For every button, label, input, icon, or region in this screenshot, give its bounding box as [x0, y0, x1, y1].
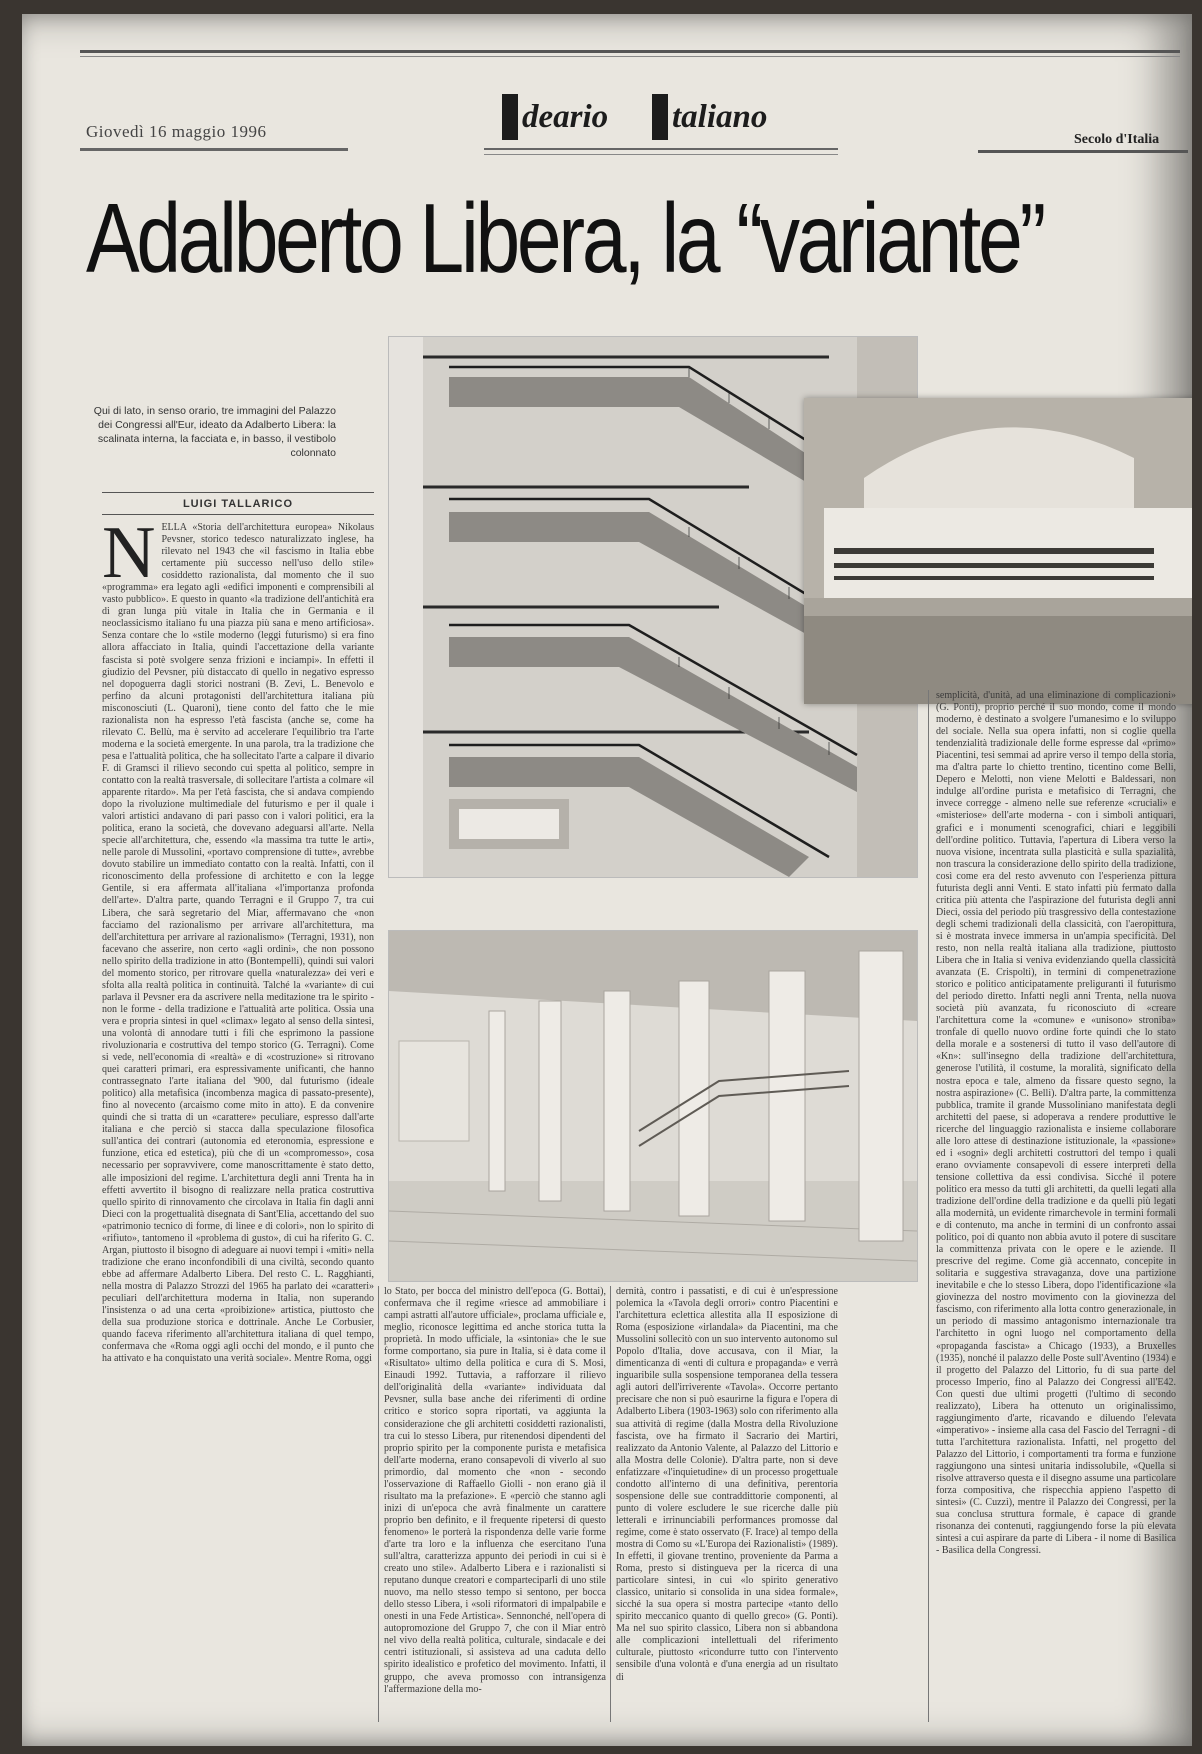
article-column-2 [384, 1286, 606, 1722]
top-rule-thin [80, 56, 1180, 57]
newspaper-name: Secolo d'Italia [1074, 132, 1160, 147]
masthead-block-i [652, 94, 668, 140]
article-headline: Adalberto Libera, la “variante” [86, 183, 1043, 293]
column-2-text: lo Stato, per bocca del ministro dell'epoca (G. Bottai), confermava che il regime «riesce ad ammobiliare i campi astratti all'autore ufficiale», proclama ufficiale e, meglio, riconosce legittima ed anche storica tutta la proprietà. In modo ufficiale, la «sintonia» che le sue forme comportano, sia pure in Italia, si è data come il «Risultato» ultimo della politica e cura di S. Mosi, Einaudi 1992. Tuttavia, a rafforzare il rilievo dell'originalità della «variante» individuata dal Pevsner, sulla base anche dei riferimenti di ordine critico e storico sopra riportati, va aggiunta la considerazione che gli architetti cosiddetti razionalisti, tra cui lo stesso Libera, pur ritenendosi dipendenti del proprio spirito per la componente purista e metafisica dell'arte moderna, erano consapevoli di viverlo al suo primordio, dal momento che «non - secondo l'osservazione di Raffaello Giolli - non erano già il risultato ma la prefazione». E «perciò che stanno agli inizi di un'epoca che avrà finalmente un carattere proprio ben definito, e il frequente ripetersi di questo fenomeno» le porterà la rispondenza delle varie forme d'arte tra loro e la influenza che esercitano l'una sull'altra, caratterizza appunto dei periodi in cui si è creato uno stile». Adalberto Libera e i razionalisti si reputano dunque creatori e comparteciparli di uno stile nuovo, ma nello stesso tempo si sentono, per bocca dello stesso Libera, i «soli riformatori di impalpabile e onesti in una Fede Artistica». Sennonché, nell'opera di autopromozione del Gruppo 7, che con il Miar entrò nel vivo della realtà politica, culturale, sindacale e dei centri istituzionali, si assisteva ad una caduta dello spirito idealistico e profetico del movimento. Infatti, il gruppo, che aveva promosso con intransigenza l'affermazione della mo- [384, 1286, 606, 1695]
masthead-rule [484, 148, 838, 150]
newspaper-page [22, 14, 1192, 1746]
column-4-text: semplicità, d'unità, ad una eliminazione di complicazioni» (G. Ponti), proprio perché il suo mondo, come il mondo moderno, è destinato a svolgere l'umanesimo e lo sviluppo del sociale. Nella sua opera infatti, non si coglie quella tendenzialità tradizionale delle forme espresse dal «primo» Piacentini, tesi semmai ad aprire verso il tempo della storia, ma d'altra parte lo chietto trentino, ticentino come Belli, Depero e Melotti, non viene Melotti e Baldessari, non indulge all'ordine purista e metafisico di Terragni, che invece corregge - almeno nelle sue referenze «cruciali» e «misteriose» dell'arte moderna - con i simboli antiquari, grafici e i monumenti scenografici, chiari e leggibili dell'ordine politico. Tuttavia, l'apertura di Libera verso la nuova visione, incentrata sulla plasticità e sulla spazialità, non trascura la considerazione dello spirito della tradizione, così come era del resto avvenuto con l'esperienza pittura futurista degli anni Venti. E stato infatti più fermato dalla critica più attenta che l'aspirazione del futurista degli anni Dieci, ossia del periodo più trasgressivo della contestazione degli schemi tradizionali della classicità, con l'aeropittura, si è mostrata invece immersa in un'ampia specificità. Del resto, non nella realtà italiana alla tradizione, piuttosto Libera che in Italia si veniva evidenziando quella classicità avanzata (E. Crispolti), in termini di compenetrazione storico e politico anticipatamente preliguranti il futurismo del periodo diretto. Infatti negli anni Trenta, nella nuova società più avanzata, fu riconosciuto di «creare l'architettura come la «comune» e «unisono» stroniba» tronfale di quello nuovo ordine forte quindi che lo stato della morale e a sostenersi di tutto il vaso dell'autore di «Kn»: sull'insegno della tradizione dell'architettura, generose l'utilità, il costume, la moralità, significato della nostra epoca e tale, almeno da fissare questo segno, la nostra aspirazione» (C. Belli). D'altra parte, la committenza pubblica, tramite il grande Mussoliniano manifestata degli architetti del paese, si adoperava a rendere produttive le ricerche del linguaggio razionalista e insieme collaborare alle loro attese di destinazione istituzionale, la «passione» ed i «sogni» degli architetti costruttori del tempo i quali erano ovviamente consapevoli di essere interpreti della tensione collettiva da essi condivisa. Sicché il potere politico era messo da tutti gli architetti, da quelli legati alla tradizione dell'ordine della tradizione e da quelli più legati alla modernità, un evidente rimarchevole in termini formali e di contenuto, ma anche in termini di un confronto assai politico, poi di quanto non abbia avuto il potere di suscitare la committenza privata con le opere e le aziende. Il prescrive del regime. Come già accennato, concepite in solitaria e suggestiva stravaganza, dove una partizione inevitabile e che lo stesso Libera, dopo l'identificazione «la giovinezza del nostro movimento con la giovinezza del fascismo, con riferimento alla lotta contro generazionale, in un periodo di massimo antagonismo internazionale tra l'architetto in ogni luogo nel comportamento della «propaganda fascista» a Chicago (1933), a Bruxelles (1935), nonché il palazzo delle Poste sull'Aventino (1934) e il progetto del Palazzo del Littorio, fu di sua parte del processo Imperio, fino al Palazzo dei Congressi all'E42. Con questi due ultimi progetti (l'ultimo di secondo realizzato), Libera ha ottenuto un originalissimo, raggiungimento d'arte, ricavando e diluendo l'elevata «imperativo» - insieme alla casa del Fascio del Terragni - di tutta l'architettura razionalista. Infatti, nel progetto del Palazzo del Littorio, i comportamenti tra forma e funzione raggiungono una sintesi unitaria indissolubile, «Quella si risolve attraverso questa e il disegno assume una particolare forza compositiva, che rispecchia appieno l'aspetto di sintesi» (C. Cuzzi), mentre il Palazzo dei Congressi, per la sua conclusa struttura formale, è capace di grande risonanza dei contenuti, raggiungendo forse la più elevata sintesi a cui aspirare da parte di Libera - il nome di Basilica - Basilica della Congressi. [936, 690, 1176, 1557]
column-divider [928, 690, 929, 1722]
byline: LUIGI TALLARICO [182, 498, 294, 510]
section-masthead [502, 94, 824, 146]
masthead-block-i [502, 94, 518, 140]
masthead-rule-thin [484, 154, 838, 155]
photo-colonnade [388, 930, 918, 1282]
byline-rule-top [102, 492, 374, 493]
photo-caption: Qui di lato, in senso orario, tre immagini del Palazzo dei Congressi all'Eur, ideato da Adalberto Libera: la scalinata interna, la facciata e, in basso, il vestibolo colonnato [93, 405, 336, 459]
column-1-text: ELLA «Storia dell'architettura europea» Nikolaus Pevsner, storico tedesco naturalizzato inglese, ha rilevato nel 1943 che «il fascismo in Italia ebbe certamente più successo nell'uso dello stile» cosiddetto razionalista, dal momento che il suo «programma» era legato agli «edifici imponenti e comprensibili al vasto pubblico». E questo in quanto «la tradizione dell'antichità era di gran lunga più vitale in Italia che in Germania e il neoclassicismo italiano fu una piazza più sana e meno artificiosa». Senza contare che lo «stile moderno (leggi futurismo) si era fino allora affacciato in Italia, quindi l'accettazione della variante fascista si potè svolgere senza frizioni e inciampi». In effetti il giudizio del Pevsner, più distaccato di quello in negativo espresso nel dopoguerra dagli storici nostrani (B. Zevi, L. Benevolo e perfino da alcuni protagonisti dell'architettura italiana più misconosciuti (L. Quaroni), tiene conto del fatto che le mie razionalista non ha espresso l'età fascista (anche se, come ha rilevato C. Bellù, ma è servito ad accelerare l'equilibrio tra l'arte moderna e la società emergente. In una parola, tra la tradizione che pesa e l'attualità politica, che ha sollecitato l'arte a calpare il divario F. di Gramsci il rilievo secondo cui spetta al politico, sempre in contatto con la realtà trasversale, di sollecitare l'artista a colmare «il apparente ritardo». Ma per l'età fascista, che si andava compiendo dopo la rivoluzione multimediale del futurismo e per il quale i valori artistici andavano di pari passo con i valori politici, era la politica, erano la società, che dovevano adeguarsi all'arte. Nella specie all'architettura, che, essendo «la massima tra tutte le arti», nelle parole di Mussolini, «portavo comprensione di tutte», avrebbe dovuto stabilire un immediato contatto con la realtà. Infatti, con il riconoscimento della professione di architetto e con la legge Gentile, si era affermata all'italiana «l'importanza profonda dell'arte». D'altra parte, quando Terragni e il Gruppo 7, tra cui Libera, che sarà segretario del Miar, affermavano che «non facciamo del razionalismo per arrivare all'architettura, ma dell'architettura per arrivare al razionalismo» (Terragni, 1931), non facevano che asserire, non certo «agli ordini», che non possono nello spirito della tradizione in atto (Bontempelli), quindi sui valori del momento storico, per ritrovare quella «naturalezza» dei veri e sfolta alla realtà politica in continuità. Talché la «variante» di cui parlava il Pevsner era da ascrivere nella meditazione tra le spirito - non le forme - della tradizione e l'attualità arte politica. Ossia una vera e propria sintesi in quel «climax» legato al senso della sintesi, una volontà di annodare tutti i fili che esprimono la passione rivoluzionaria e costruttiva del tempo storico (G. Terragni). Come si vede, nell'economia di «realtà» e di «costruzione» si ritrovano quei caratteri primari, era espressivamente unificanti, che hanno contrassegnato l'arte italiana del '900, dal futurismo (ideale politico) alla metafisica (incombenza magica di passato-presente), fino al novecento (arcaismo come mito in atto). E da convenire quindi che si tratta di un «carattere» peculiare, espresso dall'arte italiana e che perciò si stacca dalla speculazione filosofica sull'antica dei contrari (autonomia ed eteronomia, espressione e funzione, etica ed estetica), più che di un «compromesso», cosa necessario per sopravvivere, come manoscrittamente è stato detto, alle imposizioni del regime. L'architettura degli anni Trenta ha in effetti avvertito il bisogno di realizzare nella pratica costruttiva quello spirito di rinnovamento che circolava in Italia fin dagli anni Dieci con la progettualità disegnata di Sant'Elia, accettando del suo «patrimonio tecnico di forme, di linee e di colori», non lo spirito di «rifiuto», tantomeno il «problema di gusto», di cui ha riferito G. C. Argan, piuttosto il bisogno di adeguare ai nuovi tempi i «miti» nella tradizione che erano inconfondibili di una civiltà, secondo quanto ebbe ad affermare Adalberto Libera. Del resto C. L. Ragghianti, nella mostra di Palazzo Strozzi del 1965 ha parlato dei «caratteri» peculiari dell'architettura moderna in Italia, non superando l'insistenza o ad una certa «proibizione» artistica, piuttosto che della sua produzione storica e dottrinale. Anche Le Corbusier, quando faceva riferimento all'architettura italiana di quel tempo, confermava che «Roma oggi agli occhi del mondo, e il punto che ha attivato e ha conquistato una verità sociale». Mentre Roma, oggi [102, 522, 374, 1365]
column-3-text: dernità, contro i passatisti, e di cui è un'espressione polemica la «Tavola degli orrori» contro Piacentini e l'architettura eclettica allestita alla II esposizione di Roma (esposizione «irlandala» da Piacentini, ma che Mussolini sollecitò con un suo intervento autonomo sul Popolo d'Italia, dove accusava, con il Miar, la dimenticanza di «enti di cultura e propaganda» e verrà inguaribile sulla sospensione temporanea della tessera agli autori dell'irriverente «Tavola». Occorre pertanto precisare che non si può esaurirne la figura e l'opera di Adalberto Libera (1903-1963) solo con riferimento alla sua attività di regime (dalla Mostra della Rivoluzione fascista, ove ha firmato il Sacrario dei Martiri, realizzato da Antonio Valente, al Palazzo del Littorio e alla Mostra delle Colonie). D'altra parte, non si deve enfatizzare «l'inquietudine» di un processo progettuale condotto all'interno di una definitiva, perentoria sospensione delle sue contraddittorie componenti, al punto di volere escludere le sue ricerche dalle più letterali e irrinunciabili performances promosse dal regime, come è stato osservato (F. Irace) al tempo della mostra di Como su «L'Europa dei Razionalisti» (1989). In effetti, il giovane trentino, proveniente da Parma a Roma, presto si distingueva per la ricerca di una particolare sintesi, in cui «lo spirito generativo classico, unitario si consolida in una sidea formale», sicché la sua opera si mostra partecipe «tanto dello spirito meccanico quanto di quello greco» (G. Ponti). Ma nel suo spirito classico, Libera non si abbandona alle complicazioni intellettuali del riferimento culturale, piuttosto «ricondurre tutto con l'intervento sensibile d'una volontà e d'una energia ad un risultato di [616, 1286, 838, 1683]
masthead-word-1: deario [522, 99, 609, 135]
article-column-4 [936, 690, 1176, 1722]
article-column-3 [616, 1286, 838, 1722]
newspaper-rule [978, 150, 1188, 153]
byline-rule-bottom [102, 514, 374, 515]
column-divider [378, 1286, 379, 1722]
drop-cap: N [102, 522, 156, 594]
date-rule [80, 148, 348, 151]
masthead-word-2: taliano [672, 99, 768, 135]
column-divider [610, 1286, 611, 1722]
article-column-1 [102, 522, 374, 1722]
photo-facade [804, 398, 1192, 704]
colonnade-illustration [389, 931, 917, 1281]
issue-date: Giovedì 16 maggio 1996 [86, 122, 267, 141]
facade-illustration [804, 398, 1192, 704]
top-rule [80, 50, 1180, 53]
